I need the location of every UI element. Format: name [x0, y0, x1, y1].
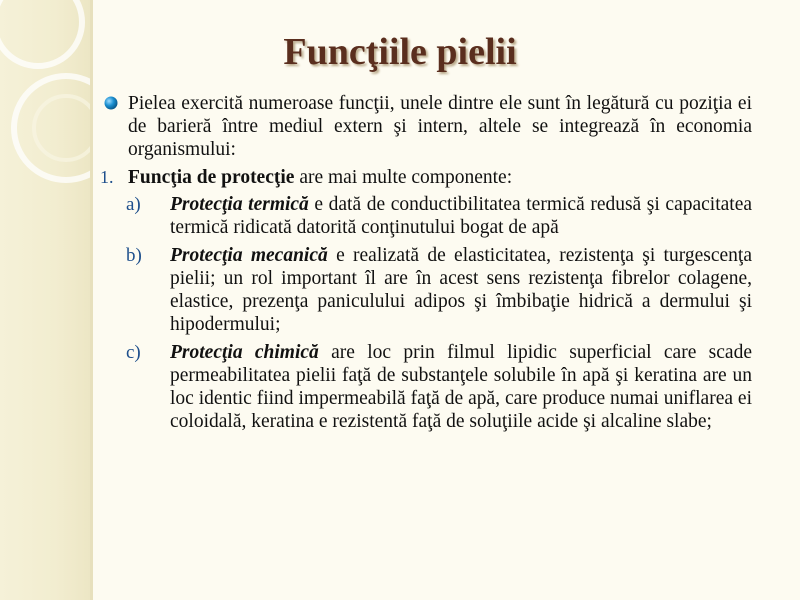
intro-bullet	[100, 92, 752, 161]
band-divider	[90, 0, 93, 600]
decorative-circles	[0, 0, 92, 600]
numbered-item	[100, 166, 752, 189]
number-marker: 1.	[100, 167, 114, 187]
numbered-item-text: are mai multe componente:	[294, 167, 513, 188]
intro-text: Pielea exercită numeroase funcţii, unele dintre ele sunt în legătură cu poziţia ei de barieră între mediul extern şi intern, altele se integrează în economia organismului:	[128, 93, 752, 160]
sub-item-text: e realizată de elasticitatea, rezistenţa şi turgescenţa pielii; un rol important îl are în acest sens rezistenţa fibrelor colagene, elastice, prezenţa paniculului adipos şi îmbibaţie hidrică a dermului şi hipodermului;	[170, 245, 752, 335]
sub-item-text: e dată de conductibilitatea termică redusă şi capacitatea termică ridicată datorită conţinutului bogat de apă	[170, 194, 752, 238]
sub-item-marker: a)	[126, 194, 141, 215]
sub-item-chemical	[126, 341, 752, 433]
sub-item-term: Protecţia mecanică	[170, 245, 328, 266]
sub-item-marker: b)	[126, 245, 142, 266]
sub-item-text: are loc prin filmul lipidic superficial care scade permeabilitatea pielii faţă de substanţele solubile în apă şi keratina are un loc identic fiind impermeabilă faţă de apă, care produce numai uniflarea ei coloidală, keratina e rezistentă faţă de soluţiile acide şi alcaline slabe;	[170, 342, 752, 432]
sub-item-thermal	[126, 193, 752, 239]
sphere-bullet-icon	[104, 96, 118, 110]
sub-item-marker: c)	[126, 342, 141, 363]
slide-title: Funcţiile pielii	[283, 31, 517, 73]
sub-item-term: Protecţia chimică	[170, 342, 319, 363]
sub-item-term: Protecţia termică	[170, 194, 309, 215]
sub-item-mechanical	[126, 244, 752, 336]
decorative-side-band	[0, 0, 92, 600]
slide-body	[100, 92, 752, 438]
numbered-item-heading: Funcţia de protecţie	[128, 167, 295, 188]
